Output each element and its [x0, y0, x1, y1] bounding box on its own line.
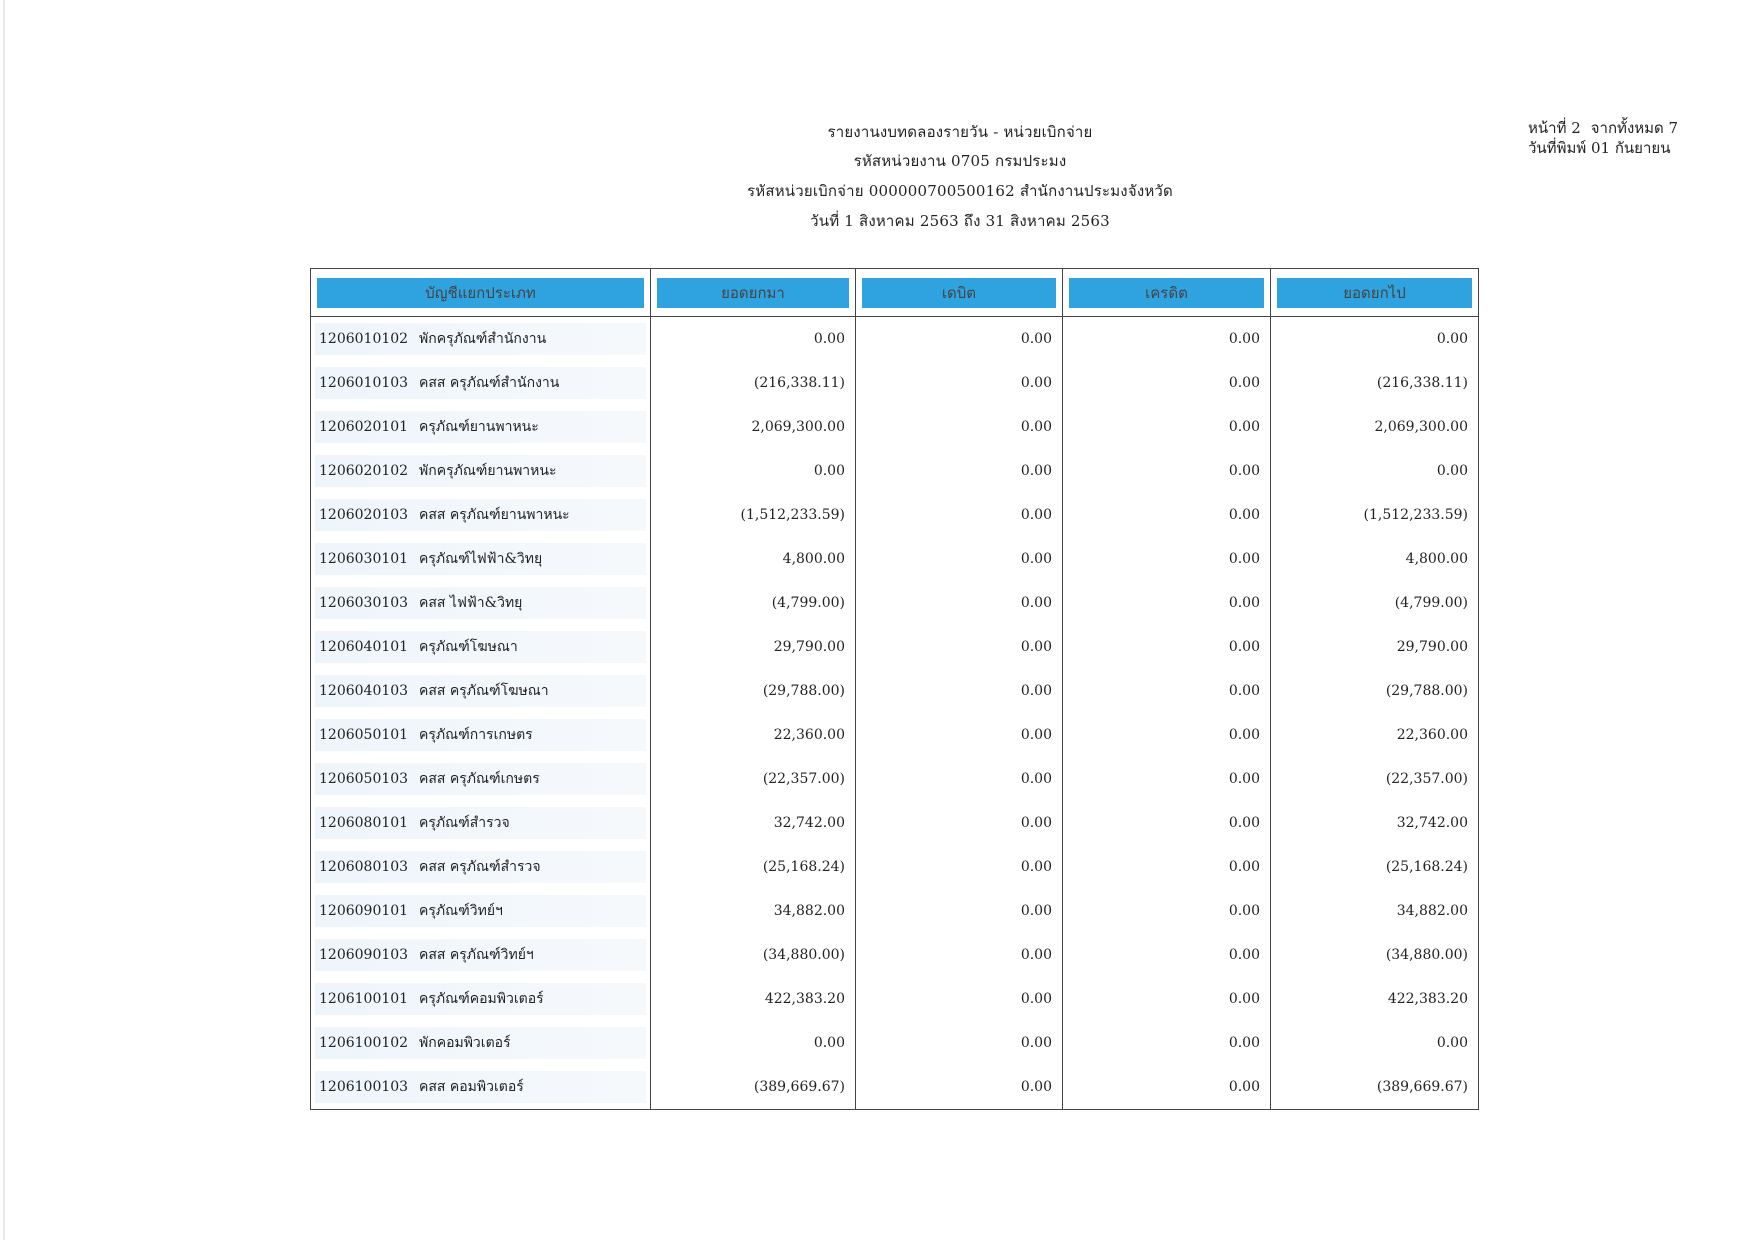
brought-forward-value: 422,383.20	[651, 977, 856, 1021]
table-row	[311, 317, 1479, 362]
debit-value: 0.00	[856, 669, 1063, 713]
column-header-carried-forward: ยอดยกไป	[1271, 269, 1479, 317]
account-cell	[311, 889, 651, 933]
brought-forward-value: (389,669.67)	[651, 1065, 856, 1110]
table-row	[311, 1065, 1479, 1110]
debit-value: 0.00	[856, 449, 1063, 493]
table-row	[311, 801, 1479, 845]
credit-value: 0.00	[1063, 493, 1271, 537]
brought-forward-value: (25,168.24)	[651, 845, 856, 889]
account-code: 1206010102	[319, 331, 409, 347]
account-cell	[311, 625, 651, 669]
account-code: 1206020102	[319, 463, 409, 479]
page-info	[1528, 118, 1688, 158]
account-cell	[311, 537, 651, 581]
debit-value: 0.00	[856, 405, 1063, 449]
account-name: คสส ครุภัณฑ์ยานพาหนะ	[419, 507, 570, 523]
credit-value: 0.00	[1063, 405, 1271, 449]
account-name: พักครุภัณฑ์สำนักงาน	[419, 331, 547, 347]
account-code: 1206100102	[319, 1035, 409, 1051]
page-number: หน้าที่ 2	[1528, 119, 1581, 137]
account-code: 1206050101	[319, 727, 409, 743]
carried-forward-value: 34,882.00	[1271, 889, 1479, 933]
credit-value: 0.00	[1063, 625, 1271, 669]
account-name: ครุภัณฑ์โฆษณา	[419, 639, 518, 655]
brought-forward-value: 22,360.00	[651, 713, 856, 757]
account-cell	[311, 801, 651, 845]
table-row	[311, 845, 1479, 889]
carried-forward-value: 0.00	[1271, 1021, 1479, 1065]
page-number-line	[1528, 118, 1688, 138]
carried-forward-value: (4,799.00)	[1271, 581, 1479, 625]
credit-value: 0.00	[1063, 1021, 1271, 1065]
table-row	[311, 537, 1479, 581]
table-row	[311, 713, 1479, 757]
date-range: วันที่ 1 สิงหาคม 2563 ถึง 31 สิงหาคม 2563	[810, 212, 1110, 230]
carried-forward-value: (34,880.00)	[1271, 933, 1479, 977]
column-header-account: บัญชีแยกประเภท	[311, 269, 651, 317]
debit-value: 0.00	[856, 1065, 1063, 1110]
credit-value: 0.00	[1063, 581, 1271, 625]
account-name: คสส ครุภัณฑ์วิทย์ฯ	[419, 947, 534, 963]
account-code: 1206050103	[319, 771, 409, 787]
account-cell	[311, 405, 651, 449]
credit-value: 0.00	[1063, 449, 1271, 493]
debit-value: 0.00	[856, 361, 1063, 405]
carried-forward-value: (25,168.24)	[1271, 845, 1479, 889]
credit-value: 0.00	[1063, 889, 1271, 933]
debit-value: 0.00	[856, 801, 1063, 845]
debit-value: 0.00	[856, 933, 1063, 977]
credit-value: 0.00	[1063, 757, 1271, 801]
credit-value: 0.00	[1063, 713, 1271, 757]
column-header-credit: เครดิต	[1063, 269, 1271, 317]
debit-value: 0.00	[856, 889, 1063, 933]
brought-forward-value: 0.00	[651, 1021, 856, 1065]
table-row	[311, 757, 1479, 801]
debit-value: 0.00	[856, 713, 1063, 757]
table-row	[311, 493, 1479, 537]
brought-forward-value: 34,882.00	[651, 889, 856, 933]
brought-forward-value: (1,512,233.59)	[651, 493, 856, 537]
account-cell	[311, 581, 651, 625]
credit-value: 0.00	[1063, 669, 1271, 713]
credit-value: 0.00	[1063, 1065, 1271, 1110]
credit-value: 0.00	[1063, 933, 1271, 977]
trial-balance-table	[310, 268, 1479, 1110]
account-name: ครุภัณฑ์คอมพิวเตอร์	[419, 991, 544, 1007]
table-row	[311, 933, 1479, 977]
debit-value: 0.00	[856, 757, 1063, 801]
disbursement-unit-line: รหัสหน่วยเบิกจ่าย 000000700500162 สำนักงานประมงจังหวัด	[747, 182, 1173, 200]
account-cell	[311, 669, 651, 713]
table-row	[311, 449, 1479, 493]
account-name: คสส ไฟฟ้า&วิทยุ	[419, 595, 523, 611]
debit-value: 0.00	[856, 1021, 1063, 1065]
account-name: คสส ครุภัณฑ์สำนักงาน	[419, 375, 560, 391]
table-header-row	[311, 269, 1479, 317]
table-row	[311, 889, 1479, 933]
account-cell	[311, 845, 651, 889]
table-row	[311, 977, 1479, 1021]
debit-value: 0.00	[856, 625, 1063, 669]
carried-forward-value: 2,069,300.00	[1271, 405, 1479, 449]
debit-value: 0.00	[856, 317, 1063, 362]
credit-value: 0.00	[1063, 977, 1271, 1021]
brought-forward-value: (34,880.00)	[651, 933, 856, 977]
scan-edge-line	[3, 0, 5, 1240]
account-cell	[311, 493, 651, 537]
account-name: ครุภัณฑ์ยานพาหนะ	[419, 419, 539, 435]
table-row	[311, 669, 1479, 713]
brought-forward-value: (29,788.00)	[651, 669, 856, 713]
table-row	[311, 405, 1479, 449]
carried-forward-value: 22,360.00	[1271, 713, 1479, 757]
table-row	[311, 581, 1479, 625]
carried-forward-value: 29,790.00	[1271, 625, 1479, 669]
brought-forward-value: 29,790.00	[651, 625, 856, 669]
report-header	[700, 118, 1220, 236]
account-cell	[311, 933, 651, 977]
account-cell	[311, 757, 651, 801]
brought-forward-value: 0.00	[651, 317, 856, 362]
account-name: พักคอมพิวเตอร์	[419, 1035, 511, 1051]
account-code: 1206090103	[319, 947, 409, 963]
account-code: 1206010103	[319, 375, 409, 391]
account-cell	[311, 1021, 651, 1065]
credit-value: 0.00	[1063, 361, 1271, 405]
account-cell	[311, 449, 651, 493]
carried-forward-value: (389,669.67)	[1271, 1065, 1479, 1110]
account-cell	[311, 361, 651, 405]
account-name: คสส ครุภัณฑ์โฆษณา	[419, 683, 549, 699]
brought-forward-value: (22,357.00)	[651, 757, 856, 801]
account-cell	[311, 1065, 651, 1110]
report-title: รายงานงบทดลองรายวัน - หน่วยเบิกจ่าย	[827, 123, 1093, 141]
account-cell	[311, 317, 651, 362]
account-code: 1206030103	[319, 595, 409, 611]
brought-forward-value: (216,338.11)	[651, 361, 856, 405]
brought-forward-value: 0.00	[651, 449, 856, 493]
debit-value: 0.00	[856, 493, 1063, 537]
carried-forward-value: 0.00	[1271, 317, 1479, 362]
account-code: 1206020103	[319, 507, 409, 523]
account-name: คสส ครุภัณฑ์สำรวจ	[419, 859, 541, 875]
carried-forward-value: (216,338.11)	[1271, 361, 1479, 405]
account-name: คสส คอมพิวเตอร์	[419, 1079, 524, 1095]
brought-forward-value: 32,742.00	[651, 801, 856, 845]
column-header-debit: เดบิต	[856, 269, 1063, 317]
account-code: 1206030101	[319, 551, 409, 567]
debit-value: 0.00	[856, 581, 1063, 625]
debit-value: 0.00	[856, 845, 1063, 889]
account-code: 1206080101	[319, 815, 409, 831]
carried-forward-value: 4,800.00	[1271, 537, 1479, 581]
carried-forward-value: (1,512,233.59)	[1271, 493, 1479, 537]
credit-value: 0.00	[1063, 317, 1271, 362]
print-date: วันที่พิมพ์ 01 กันยายน	[1528, 139, 1671, 157]
credit-value: 0.00	[1063, 845, 1271, 889]
account-name: พักครุภัณฑ์ยานพาหนะ	[419, 463, 557, 479]
account-name: ครุภัณฑ์สำรวจ	[419, 815, 510, 831]
brought-forward-value: 4,800.00	[651, 537, 856, 581]
table-row	[311, 625, 1479, 669]
page-total: จากทั้งหมด 7	[1590, 119, 1679, 137]
carried-forward-value: 422,383.20	[1271, 977, 1479, 1021]
carried-forward-value: (22,357.00)	[1271, 757, 1479, 801]
account-name: ครุภัณฑ์วิทย์ฯ	[419, 903, 503, 919]
brought-forward-value: 2,069,300.00	[651, 405, 856, 449]
column-header-brought-forward: ยอดยกมา	[651, 269, 856, 317]
account-code: 1206020101	[319, 419, 409, 435]
account-name: คสส ครุภัณฑ์เกษตร	[419, 771, 540, 787]
debit-value: 0.00	[856, 977, 1063, 1021]
account-name: ครุภัณฑ์ไฟฟ้า&วิทยุ	[419, 551, 543, 567]
table-row	[311, 1021, 1479, 1065]
carried-forward-value: (29,788.00)	[1271, 669, 1479, 713]
account-code: 1206100103	[319, 1079, 409, 1095]
credit-value: 0.00	[1063, 537, 1271, 581]
debit-value: 0.00	[856, 537, 1063, 581]
carried-forward-value: 0.00	[1271, 449, 1479, 493]
account-code: 1206040103	[319, 683, 409, 699]
credit-value: 0.00	[1063, 801, 1271, 845]
account-code: 1206040101	[319, 639, 409, 655]
account-cell	[311, 977, 651, 1021]
account-code: 1206090101	[319, 903, 409, 919]
carried-forward-value: 32,742.00	[1271, 801, 1479, 845]
agency-line: รหัสหน่วยงาน 0705 กรมประมง	[853, 152, 1067, 170]
brought-forward-value: (4,799.00)	[651, 581, 856, 625]
account-cell	[311, 713, 651, 757]
account-code: 1206080103	[319, 859, 409, 875]
table-row	[311, 361, 1479, 405]
account-name: ครุภัณฑ์การเกษตร	[419, 727, 533, 743]
account-code: 1206100101	[319, 991, 409, 1007]
